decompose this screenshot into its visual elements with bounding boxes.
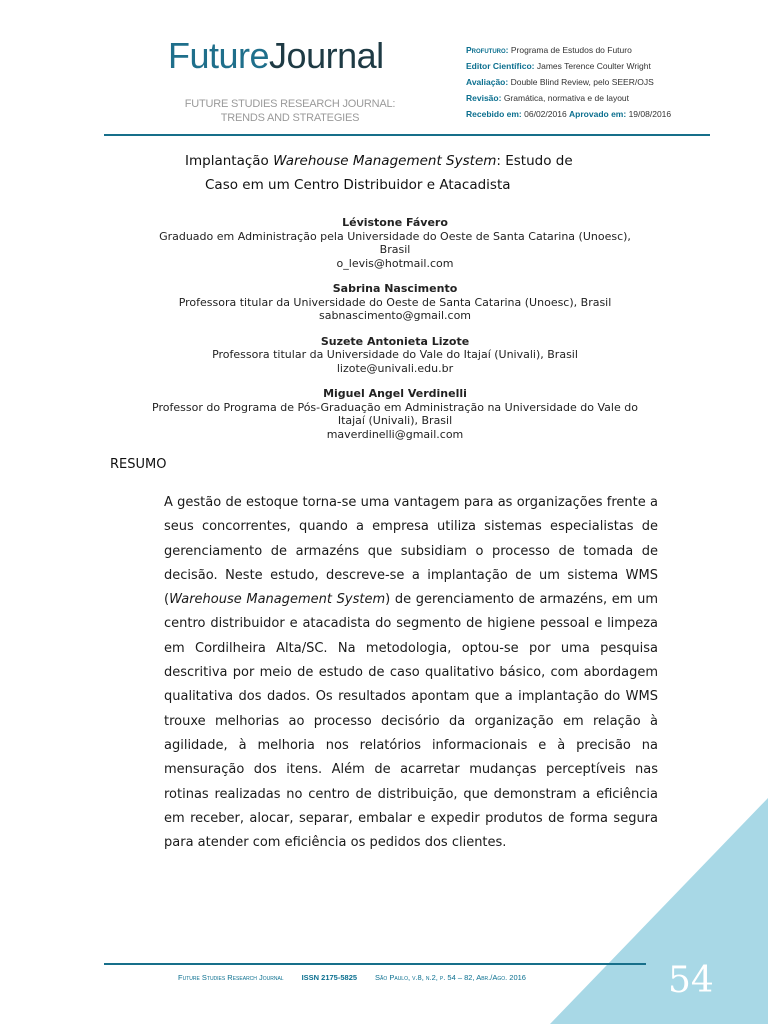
journal-subtitle — [180, 97, 400, 125]
meta-value: Programa de Estudos do Futuro — [510, 45, 632, 55]
title-line1 — [150, 149, 670, 173]
footer-journal: Future Studies Research Journal — [178, 973, 284, 982]
author-name: Miguel Angel Verdinelli — [323, 387, 467, 400]
logo-journal: Journal — [269, 35, 384, 76]
author-email: lizote@univali.edu.br — [336, 361, 454, 375]
author-affiliation: Brasil — [379, 243, 411, 256]
header-divider — [104, 134, 710, 136]
meta-row-dates — [466, 106, 766, 122]
journal-subtitle-line1: FUTURE STUDIES RESEARCH JOURNAL: — [184, 98, 396, 110]
meta-key: Revisão: — [466, 93, 502, 103]
author-email: o_levis@hotmail.com — [336, 256, 454, 270]
meta-key: Avaliação: — [466, 77, 509, 87]
page-footer — [178, 972, 648, 984]
author-block — [120, 282, 670, 323]
paper-title — [150, 149, 670, 197]
page-number: 54 — [668, 960, 714, 1001]
author-block — [120, 335, 670, 376]
author-affiliation: Itajaí (Univali), Brasil — [337, 414, 453, 427]
author-name: Lévistone Fávero — [342, 216, 448, 229]
title-text: Implantação — [185, 153, 274, 169]
author-name: Suzete Antonieta Lizote — [320, 334, 470, 348]
author-affiliation: Professor do Programa de Pós-Graduação em Administração na Universidade do Vale do — [152, 400, 638, 414]
publication-meta — [466, 42, 766, 122]
author-affiliation: Professora titular da Universidade do Vale do Itajaí (Univali), Brasil — [212, 348, 578, 361]
author-affiliation: Graduado em Administração pela Universidade do Oeste de Santa Catarina (Unoesc), — [159, 229, 631, 243]
meta-value: Double Blind Review, pelo SEER/OJS — [510, 77, 654, 87]
journal-logo — [168, 34, 384, 78]
meta-row-profuturo — [466, 42, 766, 58]
abstract-heading: RESUMO — [110, 457, 167, 472]
meta-key: Editor Científico: — [466, 61, 535, 71]
author-block — [120, 216, 670, 270]
footer-citation: São Paulo, v.8, n.2, p. 54 – 82, Abr./Ago. 2016 — [375, 973, 526, 982]
footer-issn: ISSN 2175-5825 — [301, 973, 358, 982]
footer-divider — [104, 963, 646, 965]
logo-future: Future — [168, 35, 270, 76]
meta-key: Aprovado em: — [569, 109, 627, 119]
meta-row-avaliacao — [466, 74, 766, 90]
abstract-italic: Warehouse Management System — [169, 592, 386, 608]
author-email: maverdinelli@gmail.com — [326, 427, 464, 441]
meta-key: Profuturo: — [466, 45, 509, 55]
meta-key: Recebido em: — [466, 109, 522, 119]
author-affiliation: Professora titular da Universidade do Oeste de Santa Catarina (Unoesc), Brasil — [178, 295, 612, 309]
meta-row-editor — [466, 58, 766, 74]
title-line2: Caso em um Centro Distribuidor e Atacadista — [205, 177, 511, 193]
title-italic: Warehouse Management System — [273, 153, 497, 169]
meta-row-revisao — [466, 90, 766, 106]
corner-triangle — [550, 798, 768, 1024]
meta-value: James Terence Coulter Wright — [536, 61, 651, 71]
meta-value: 19/08/2016 — [628, 109, 672, 119]
meta-value: Gramática, normativa e de layout — [503, 93, 630, 103]
abstract-text: A gestão de estoque torna-se uma vantagem para as organizações frente a seus concorrentes, quando a empresa utiliza sistemas especialistas de gerenciamento de armazéns que subsidiam o processo de tomada de decisão. Neste estudo, descreve-se a implantação de um sistema WMS ( — [164, 495, 658, 608]
author-block — [120, 387, 670, 441]
journal-subtitle-line2: TRENDS AND STRATEGIES — [220, 112, 360, 124]
title-text: : Estudo de — [496, 153, 573, 169]
author-email: sabnascimento@gmail.com — [318, 309, 472, 322]
author-name: Sabrina Nascimento — [332, 282, 458, 295]
meta-value: 06/02/2016 — [524, 109, 567, 119]
abstract-text: ) de gerenciamento de armazéns, em um centro distribuidor e atacadista do segmento de higiene pessoal e limpeza em Cordilheira Alta/SC. Na metodologia, optou-se por uma pesquisa descritiva por meio de estudo de caso qualitativo básico, com abordagem qualitativa dos dados. Os resultados apontam que a implantação do WMS trouxe melhorias ao processo decisório da organização em relação à agilidade, à melhoria nos relatórios informacionais e à precisão na mensuração dos itens. Além de acarretar mudanças perceptíveis nas rotinas realizadas no centro de distribuição, que demonstram a eficiência em receber, alocar, separar, embalar e expedir produtos de forma segura para atender com eficiência os pedidos dos clientes. — [164, 592, 658, 851]
author-list — [120, 216, 670, 453]
